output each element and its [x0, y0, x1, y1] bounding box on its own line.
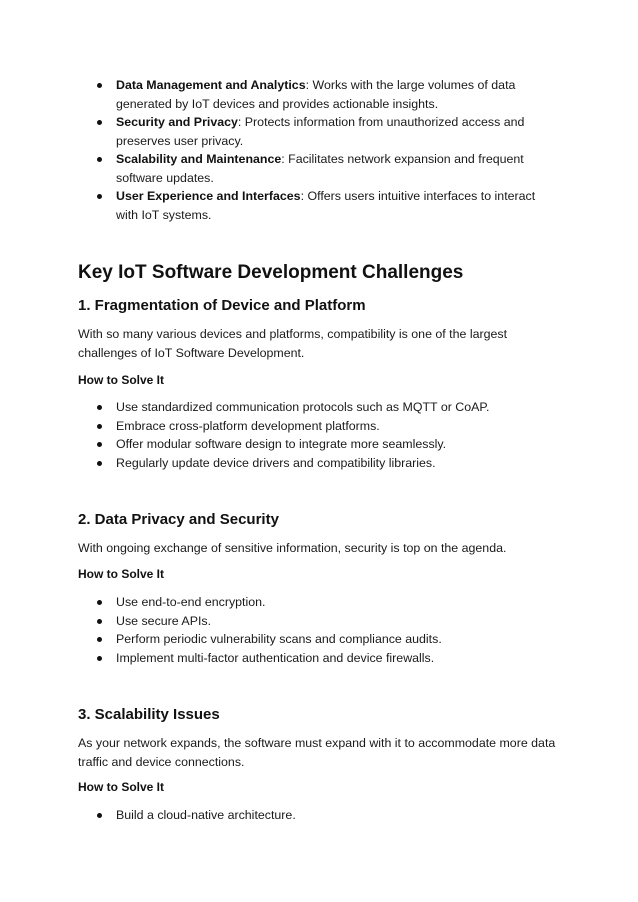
list-item-text: : Offers users intuitive interfaces to interact with IoT systems. [116, 189, 536, 222]
list-item-term: Security and Privacy [116, 115, 238, 129]
list-item [78, 187, 558, 224]
list-item-text: : Facilitates network expansion and frequent software updates. [116, 152, 524, 185]
bullet-icon [97, 600, 102, 605]
list-item-text: Regularly update device drivers and compatibility libraries. [116, 455, 436, 470]
bullet-icon [97, 461, 102, 466]
bullet-icon [97, 83, 102, 88]
bullet-icon [97, 424, 102, 429]
how-to-solve-label: How to Solve It [78, 567, 165, 581]
list-item-text: Implement multi-factor authentication and device firewalls. [116, 650, 435, 665]
list-item-term: User Experience and Interfaces [116, 189, 301, 203]
section-heading: 3. Scalability Issues [78, 706, 220, 723]
list-item [78, 113, 558, 150]
page-title: Key IoT Software Development Challenges [78, 262, 464, 283]
list-item-text: Use standardized communication protocols such as MQTT or CoAP. [116, 400, 490, 414]
list-item [78, 630, 558, 649]
bullet-icon [97, 157, 102, 162]
list-item [78, 454, 558, 473]
bullet-icon [97, 656, 102, 661]
section-heading: 1. Fragmentation of Device and Platform [78, 297, 366, 314]
section-body: As your network expands, the software must expand with it to accommodate more data traffic and device connections. [78, 736, 556, 769]
list-item [78, 150, 558, 187]
section-body: With so many various devices and platforms, compatibility is one of the largest challenges of IoT Software Development. [78, 327, 508, 360]
list-item-term: Data Management and Analytics [116, 78, 306, 92]
list-item [78, 398, 558, 417]
intro-bullet-list [78, 76, 558, 224]
how-to-solve-label: How to Solve It [78, 373, 165, 387]
bullet-icon [97, 194, 102, 199]
bullet-icon [97, 637, 102, 642]
list-item [78, 435, 558, 454]
section-body: With ongoing exchange of sensitive information, security is top on the agenda. [78, 541, 507, 555]
list-item [78, 806, 558, 825]
list-item-text: Perform periodic vulnerability scans and compliance audits. [116, 632, 442, 646]
bullet-icon [97, 442, 102, 447]
solution-list [78, 398, 558, 472]
how-to-solve-label: How to Solve It [78, 780, 165, 794]
list-item-term: Scalability and Maintenance [116, 152, 282, 166]
bullet-icon [97, 813, 102, 818]
list-item-text: Offer modular software design to integrate more seamlessly. [116, 437, 447, 451]
bullet-icon [97, 405, 102, 410]
list-item [78, 649, 558, 668]
bullet-icon [97, 619, 102, 624]
list-item [78, 593, 558, 612]
list-item [78, 417, 558, 436]
bullet-icon [97, 120, 102, 125]
section-heading: 2. Data Privacy and Security [78, 511, 279, 528]
list-item [78, 76, 558, 113]
list-item-text: : Works with the large volumes of data generated by IoT devices and provides actionable insights. [116, 78, 516, 111]
list-item-text: Build a cloud-native architecture. [116, 808, 296, 822]
solution-list [78, 593, 558, 667]
list-item-text: Use end-to-end encryption. [116, 595, 266, 609]
list-item-text: Embrace cross-platform development platforms. [116, 418, 380, 433]
list-item-text: : Protects information from unauthorized access and preserves user privacy. [116, 115, 525, 148]
list-item-text: Use secure APIs. [116, 613, 212, 628]
list-item [78, 612, 558, 631]
solution-list [78, 806, 558, 825]
